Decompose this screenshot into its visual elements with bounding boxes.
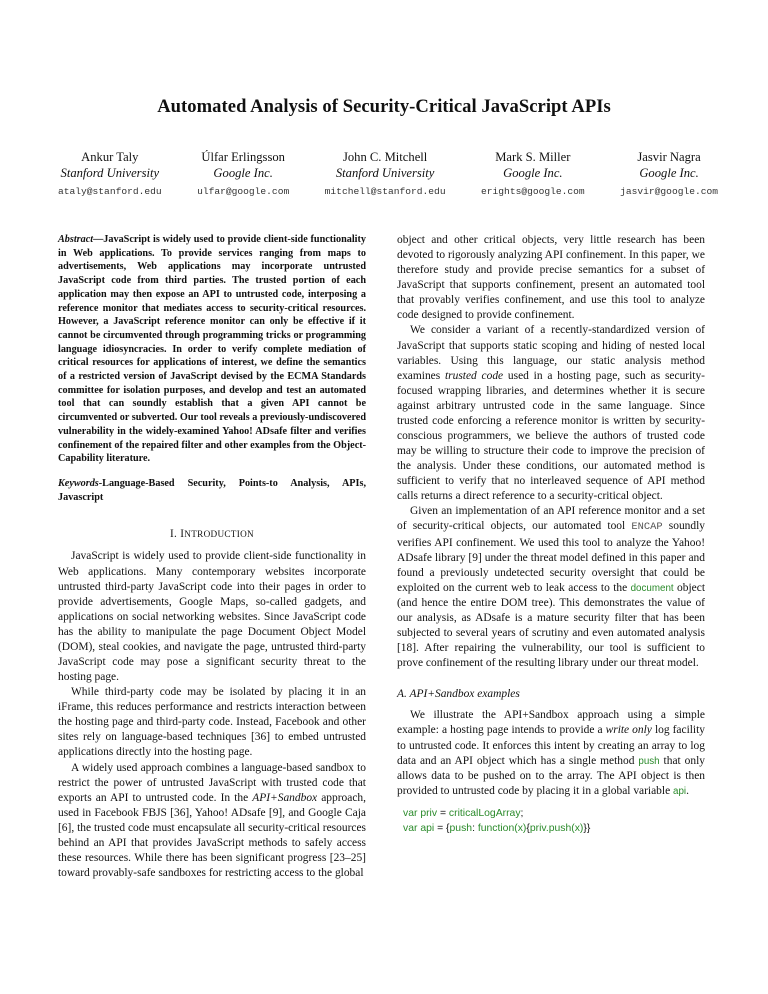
abstract-label: Abstract [58, 234, 94, 245]
author-name: Jasvir Nagra [637, 150, 701, 164]
inline-code: document [630, 582, 674, 594]
author-block [325, 150, 446, 200]
paper-title: Automated Analysis of Security-Critical JavaScript APIs [157, 96, 611, 117]
author-name: Mark S. Miller [495, 150, 571, 164]
author-affiliation: Stanford University [335, 166, 435, 180]
code-listing [403, 806, 705, 836]
author-affiliation: Google Inc. [503, 166, 563, 180]
section-heading-introduction: I. INTRODUCTION [170, 528, 254, 541]
tool-name: ENCAP [631, 521, 663, 534]
author-email: ulfar@google.com [197, 186, 290, 197]
author-name: Ankur Taly [81, 150, 139, 164]
author-block [620, 150, 718, 200]
inline-code: api [673, 785, 687, 797]
keywords-label: Keywords [58, 477, 99, 489]
code-line: var priv = criticalLogArray; [403, 807, 524, 819]
author-block [58, 150, 162, 200]
paragraph: We consider a variant of a recently-standardized version of JavaScript that supports static scoping and hiding of nested local variables. Using this language, our static analysis method examines trusted code used in a hosting page, such as security-focused wrapping libraries, and determines whether it is secure against arbitrary untrusted code in the same language. Since trusted code enforcing a reference monitor is written by security-conscious programmers, we believe the authors of trusted code may be willing to structure their code to improve the precision of the analysis. Under these conditions, our automated method is sufficient to verify that no interleaved sequence of API method calls returns a direct reference to a security-critical object. [397, 324, 705, 503]
abstract [58, 233, 366, 466]
author-affiliation: Google Inc. [639, 166, 699, 180]
author-block [197, 150, 289, 200]
paragraph: Given an implementation of an API reference monitor and a set of security-critical objects, our automated tool ENCAP soundly verifies API confinement. We used this tool to analyze the Yahoo! ADsafe library [9] under the threat model defined in this paper and found a previously undetected security oversight that could be exploited on the current web to leak access to the document object (and hence the entire DOM tree). This demonstrates the value of our analysis, as ADsafe is a mature security filter that has been subjected to several years of scrutiny and even automated analysis [18]. After repairing the vulnerability, our tool is sufficient to prove confinement of the resulting library under our threat model. [397, 505, 706, 670]
right-column [397, 233, 705, 836]
paragraph: JavaScript is widely used to provide client-side functionality in Web applications. Many contemporary websites incorporate untrusted third-party JavaScript code into their pages in order to provide advertisements, Google Maps, so-called gadgets, and applications on social networking websites. Since JavaScript code has the ability to manipulate the page Document Object Model (DOM), steal cookies, and navigate the page, untrusted third-party JavaScript code may pose a significant security threat to the hosting page. [58, 550, 366, 684]
author-email: erights@google.com [481, 186, 585, 197]
author-email: jasvir@google.com [620, 186, 718, 197]
author-name: Úlfar Erlingsson [201, 150, 285, 164]
author-list [58, 150, 718, 200]
inline-code: push [638, 755, 660, 767]
paragraph: We illustrate the API+Sandbox approach using a simple example: a hosting page intends to provide a write only log facility to untrusted code. It enforces this intent by creating an array to log data and an API object which has a single method push that only allows data to be pushed on to the array. The API object is then provided to untrusted code by placing it in a global variable api. [397, 709, 705, 797]
paragraph: A widely used approach combines a language-based sandbox to restrict the power of untrusted JavaScript with trusted code that exports an API to untrusted code. In the API+Sandbox approach, used in Facebook FBJS [36], Yahoo! ADsafe [9], and Google Caja [6], the trusted code must encapsulate all security-critical resources behind an API that provides JavaScript methods to safely access these resources. While there has been significant progress [23–25] toward provably-safe sandboxes for restricting access to the global [58, 761, 366, 880]
author-name: John C. Mitchell [342, 150, 428, 164]
subsection-heading: A. API+Sandbox examples [397, 688, 520, 701]
paragraph: While third-party code may be isolated by placing it in an iFrame, this reduces performance and restricts interaction between the hosting page and third-party code. Instead, Facebook and other sites rely on language-based techniques [36] to embed untrusted applications directly into the hosting page. [58, 686, 366, 759]
author-block [481, 150, 585, 200]
abstract-text: —JavaScript is widely used to provide client-side functionality in Web applications. To provide services ranging from maps to advertisements, Web applications may incorporate untrusted JavaScript code from third parties. The trusted portion of each application may then expose an API to untrusted code, interposing a reference monitor that mediates access to security-critical resources. However, a JavaScript reference monitor can only be effective if it cannot be circumvented through programming tricks or programming language idiosyncracies. In order to verify complete mediation of critical resources for applications of interest, we define the semantics of a restricted version of JavaScript devised by the ECMA Standards committee for isolation purposes, and develop and test an automated tool that can soundly establish that a given API cannot be circumvented or subverted. Our tool reveals a previously-undiscovered vulnerability in the widely-examined Yahoo! ADsafe filter and verifies confinement of the repaired filter and other examples from the Object-Capability literature. [58, 234, 366, 465]
author-affiliation: Stanford University [60, 166, 160, 180]
author-affiliation: Google Inc. [213, 166, 273, 180]
author-email: mitchell@stanford.edu [324, 186, 446, 197]
left-column [58, 233, 366, 881]
code-line: var api = {push: function(x){priv.push(x)}} [403, 822, 591, 834]
keywords [58, 477, 366, 504]
author-email: ataly@stanford.edu [58, 186, 162, 197]
paragraph: object and other critical objects, very little research has been devoted to rigorously analyzing API confinement. In this paper, we therefore study and provide precise semantics for a subset of JavaScript that supports confinement, present an automated tool that provably verifies confinement, and use this tool to analyze code designed to provide confinement. [397, 234, 705, 322]
keywords-text: -Language-Based Security, Points-to Analysis, APIs, Javascript [58, 477, 366, 503]
